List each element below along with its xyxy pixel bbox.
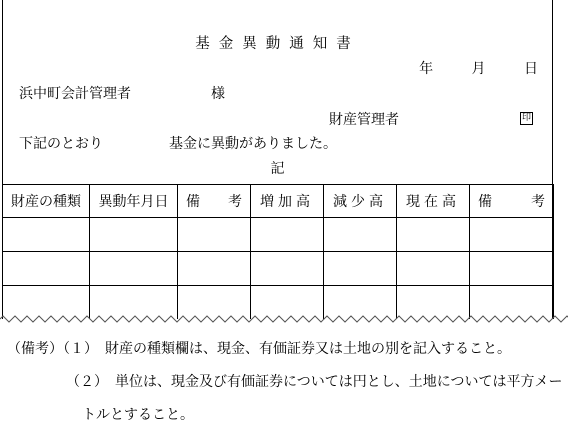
note-line-2: （２） 単位は、現金及び有価証券については円とし、土地については平方メー <box>66 374 563 390</box>
header-decrease: 減少高 <box>324 185 397 218</box>
table-cell[interactable] <box>90 218 178 252</box>
table-cell[interactable] <box>397 252 470 286</box>
table-row <box>3 252 554 286</box>
note-line-1: （備考）（１） 財産の種類欄は、現金、有価証券又は土地の別を記入すること。 <box>7 341 511 357</box>
table-cell[interactable] <box>397 218 470 252</box>
table-row <box>3 218 554 252</box>
intro-text-left: 下記のとおり <box>19 136 103 152</box>
property-manager-label: 財産管理者 <box>329 112 399 128</box>
table-cell[interactable] <box>470 252 554 286</box>
day-label: 日 <box>524 61 538 77</box>
intro-text-right: 基金に異動がありました。 <box>169 136 337 152</box>
table-header-row <box>3 185 554 218</box>
month-label: 月 <box>471 61 486 77</box>
table-cell[interactable] <box>251 252 324 286</box>
table-cell[interactable] <box>324 252 397 286</box>
header-change-date: 異動年月日 <box>90 185 178 218</box>
table-cell[interactable] <box>178 218 251 252</box>
header-increase: 増加高 <box>251 185 324 218</box>
year-label: 年 <box>419 61 434 77</box>
honorific: 様 <box>211 86 225 102</box>
torn-edge-divider <box>0 312 568 326</box>
ki-heading: 記 <box>270 161 285 177</box>
table-cell[interactable] <box>178 252 251 286</box>
table-cell[interactable] <box>251 218 324 252</box>
header-remarks: 備考 <box>178 185 251 218</box>
form-title: 基金異動通知書 <box>195 36 360 52</box>
header-remarks-2: 備考 <box>470 185 554 218</box>
table-cell[interactable] <box>3 218 90 252</box>
table-cell[interactable] <box>3 252 90 286</box>
date-line <box>419 60 538 78</box>
table-cell[interactable] <box>324 218 397 252</box>
addressee: 浜中町会計管理者 <box>19 86 131 102</box>
seal-mark: 印 <box>521 113 531 123</box>
table-cell[interactable] <box>470 218 554 252</box>
header-current: 現在高 <box>397 185 470 218</box>
table-cell[interactable] <box>90 252 178 286</box>
notification-form <box>2 0 553 320</box>
note-line-3: トルとすること。 <box>82 407 194 423</box>
header-property-type: 財産の種類 <box>3 185 90 218</box>
fund-change-table <box>2 184 554 320</box>
